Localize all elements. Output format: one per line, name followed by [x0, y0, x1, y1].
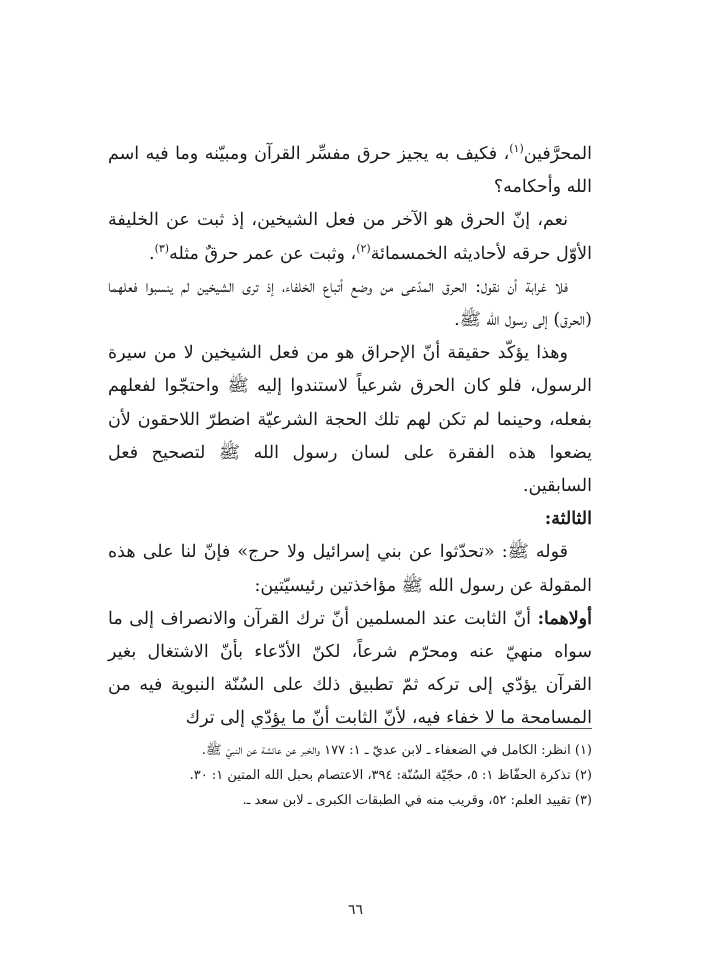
point-1-lead: أولاهما: [537, 608, 592, 629]
footnote-ref-3: (٣) [154, 241, 170, 255]
paragraph-4: وهذا يؤكّد حقيقة أنّ الإحراق هو من فعل الشيخين لا من سيرة الرسول، فلو كان الحرق شرعياً لاستندوا إليه ﷺ واحتجّوا لفعلهم بفعله، وحينما لم تكن لهم تلك الحجة الشرعيّة اضطرّ اللاحقون لأن يضعوا هذه الفقرة على لسان رسول الله ﷺ لتصحيح فعل السابقين. [108, 343, 592, 497]
footnote-1: (١) انظر: الكامل في الضعفاء ـ لابن عديّ ـ ١: ١٧٧ والخبر عن عائشة عن النبيّ ﷺ. [201, 743, 592, 758]
paragraph-1: المحرَّفين$^{(١)}$، فكيف به يجيز حرق مفسِّر القرآن ومبيّنه وما فيه اسم الله وأحكامه؟ [108, 142, 592, 198]
point-1-text: أنّ الثابت عند المسلمين أنّ ترك القرآن والانصراف إلى ما سواه منهيّ عنه ومحرّم شرعاً، لكنّ الأدّعاء بأنّ الاشتغال بغير القرآن يؤدّي إلى تركه ثمّ تطبيق ذلك على السُنّة النبوية فيه من المسامحة ما لا خفاء فيه، لأنّ الثابت أنّ ما يؤدّي إلى ترك [108, 608, 592, 729]
footnote-ref-2: (٢) [356, 241, 371, 255]
footnote-separator [262, 728, 592, 729]
section-heading: الثالثة: [544, 509, 592, 530]
footnote-ref-1: (١) [509, 142, 524, 156]
footnote-3: (٣) تقييد العلم: ٥٢، وقريب منه في الطبقات الكبرى ـ لابن سعد ـ. [242, 793, 592, 808]
paragraph-2: نعم، إنّ الحرق هو الآخر من فعل الشيخين، إذ ثبت عن الخليفة الأوّل حرقه لأحاديثه الخمسمائة$^{(٢)}$، وثبت عن عمر حرقٌ مثله$^{(٣)}$. [108, 210, 592, 264]
footnotes [108, 738, 592, 813]
main-text [108, 138, 592, 736]
paragraph-3: فلا غرابة أن نقول: الحرق المدّعى من وضع أتباع الخلفاء، إذ ترى الشيخين لم ينسبوا فعلهما (الحرق) إلى رسول الله ﷺ. [108, 276, 592, 331]
footnote-2: (٢) تذكرة الحفّاظ ١: ٥، حجّيّة السُنّة: ٣٩٤، الاعتصام بحبل الله المتين ١: ٣٠. [189, 768, 592, 783]
paragraph-5: قوله ﷺ: «تحدّثوا عن بني إسرائيل ولا حرج» فإنّ لنا على هذه المقولة عن رسول الله ﷺ مؤاخذتين رئيسيّتين: [108, 542, 592, 596]
page-number: ٦٦ [347, 902, 364, 918]
point-1 [108, 603, 592, 736]
